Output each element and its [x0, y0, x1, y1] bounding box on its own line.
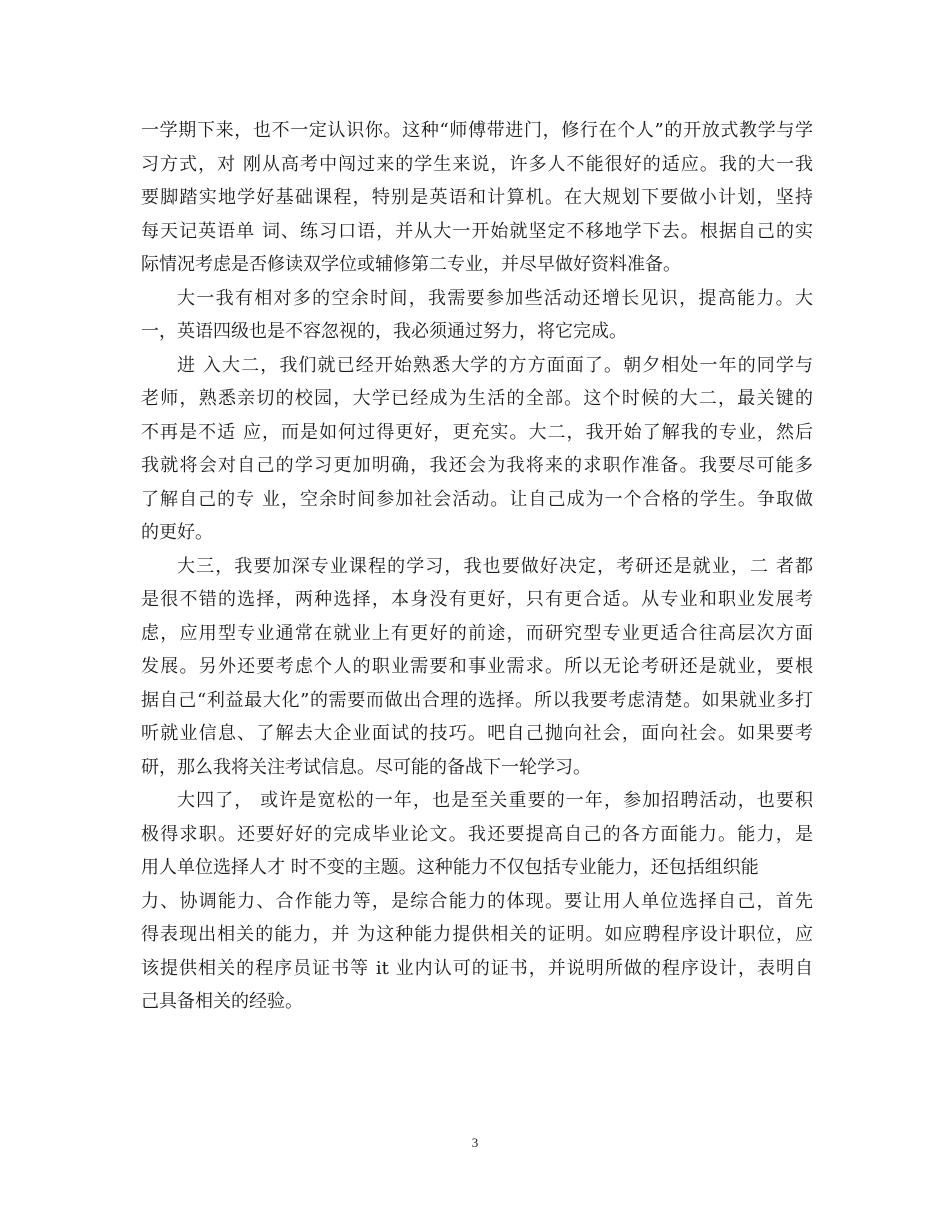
text-line: 据自己“利益最大化”的需要而做出合理的选择。所以我要考虑清楚。如果就业多打 [141, 689, 813, 711]
text-line: 要脚踏实地学好基础课程，特别是英语和计算机。在大规划下要做小计划，坚持 [141, 187, 813, 208]
text-line: 虑，应用型专业通常在就业上有更好的前途，而研究型专业更适合往高层次方面 [141, 622, 813, 644]
text-line: 己具备相关的经验。 [141, 991, 303, 1012]
text-line: 用人单位选择人才 时不变的主题。这种能力不仅包括专业能力，还包括组织能 [141, 857, 759, 878]
text-line: 的更好。 [141, 522, 213, 543]
document-body [141, 114, 813, 1019]
text-line: 大四了， 或许是宽松的一年，也是至关重要的一年，参加招聘活动，也要积 [177, 790, 813, 811]
text-line: 每天记英语单 词、练习口语，并从大一开始就坚定不移地学下去。根据自己的实 [141, 220, 813, 242]
text-line: 该提供相关的程序员证书等 it 业内认可的证书，并说明所做的程序设计，表明自 [141, 957, 813, 979]
text-line: 我就将会对自己的学习更加明确，我还会为我将来的求职作准备。我要尽可能多 [141, 455, 813, 476]
text-line: 听就业信息、了解去大企业面试的技巧。吧自己抛向社会，面向社会。如果要考 [141, 723, 813, 744]
text-line: 际情况考虑是否修读双学位或辅修第二专业，并尽早做好资料准备。 [141, 254, 681, 275]
text-line: 习方式，对 刚从高考中闯过来的学生来说，许多人不能很好的适应。我的大一我 [141, 153, 813, 175]
text-line: 进 入大二，我们就已经开始熟悉大学的方方面面了。朝夕相处一年的同学与 [177, 354, 813, 376]
text-line: 得表现出相关的能力，并 为这种能力提供相关的证明。如应聘程序设计职位，应 [141, 924, 813, 945]
text-line: 一学期下来，也不一定认识你。这种“师傅带进门，修行在个人”的开放式教学与学 [141, 120, 813, 141]
text-line: 发展。另外还要考虑个人的职业需要和事业需求。所以无论考研还是就业，要根 [141, 656, 813, 677]
page-number: 3 [471, 1135, 479, 1150]
text-line: 了解自己的专 业，空余时间参加社会活动。让自己成为一个合格的学生。争取做 [141, 488, 813, 510]
text-line: 大三，我要加深专业课程的学习，我也要做好决定，考研还是就业，二 者都 [177, 555, 813, 577]
text-line: 力、协调能力、合作能力等，是综合能力的体现。要让用人单位选择自己，首先 [141, 890, 813, 912]
text-line: 是很不错的选择，两种选择，本身没有更好，只有更合适。从专业和职业发展考 [141, 589, 813, 610]
text-line: 极得求职。还要好好的完成毕业论文。我还要提高自己的各方面能力。能力，是 [141, 823, 813, 845]
text-line: 大一我有相对多的空余时间，我需要参加些活动还增长见识，提高能力。大 [177, 287, 813, 309]
text-line: 一，英语四级也是不容忽视的，我必须通过努力，将它完成。 [141, 321, 627, 342]
text-line: 不再是不适 应，而是如何过得更好，更充实。大二，我开始了解我的专业，然后 [141, 421, 813, 443]
text-line: 研，那么我将关注考试信息。尽可能的备战下一轮学习。 [141, 756, 591, 778]
text-line: 老师，熟悉亲切的校园，大学已经成为生活的全部。这个时候的大二，最关键的 [141, 388, 813, 409]
